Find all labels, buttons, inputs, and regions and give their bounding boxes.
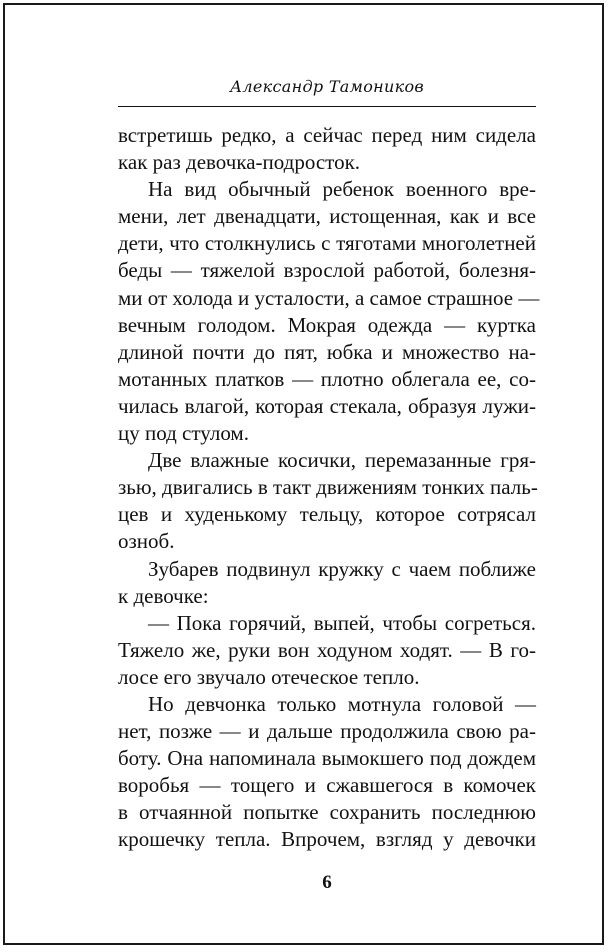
- text-line: Тяжело же, руки вон ходуном ходят. — В го-: [118, 637, 536, 662]
- text-line: чилась влагой, которая стекала, образуя лужи-: [118, 393, 536, 418]
- header-rule: [118, 106, 536, 107]
- text-line: мотанных платков — плотно облегала ее, со-: [118, 366, 536, 391]
- text-line: в отчаянной попытке сохранить последнюю: [118, 800, 536, 825]
- text-line: к девочке:: [118, 583, 209, 608]
- running-head-author: Александр Тамоников: [230, 77, 424, 96]
- page-number: 6: [322, 872, 332, 893]
- text-line: Но девчонка только мотнула головой —: [148, 691, 536, 716]
- text-line: встретишь редко, а сейчас перед ним сидела: [118, 123, 536, 147]
- text-line: цев и худенькому тельцу, которое сотрясал: [118, 502, 536, 527]
- text-line: нет, позже — и дальше продолжила свою ра-: [118, 719, 536, 744]
- text-line: озноб.: [118, 529, 175, 554]
- text-line: дети, что столкнулись с тяготами многолетней: [118, 231, 536, 256]
- text-line: как раз девочка-подросток.: [118, 150, 361, 175]
- text-line: беды — тяжелой взрослой работой, болезня-: [118, 258, 536, 283]
- text-line: лосе его звучало отеческое тепло.: [118, 664, 420, 689]
- text-line: — Пока горячий, выпей, чтобы согреться.: [148, 610, 536, 635]
- text-line: цу под стулом.: [118, 421, 249, 446]
- text-line: воробья — тощего и сжавшегося в комочек: [118, 773, 536, 798]
- text-line: Зубарев подвинул кружку с чаем поближе: [148, 556, 536, 581]
- text-line: зью, двигались в такт движениям тонких паль-: [118, 475, 538, 500]
- body-text: [118, 122, 540, 854]
- text-line: На вид обычный ребенок военного вре-: [148, 177, 536, 202]
- text-line: боту. Она напоминала вымокшего под дождем: [118, 746, 536, 771]
- text-line: крошечку тепла. Впрочем, взгляд у девочки: [118, 827, 536, 852]
- text-line: мени, лет двенадцати, истощенная, как и все: [118, 204, 536, 229]
- text-line: Две влажные косички, перемазанные гря-: [148, 448, 536, 473]
- text-line: ми от холода и усталости, а самое страшное —: [118, 285, 540, 310]
- text-line: вечным голодом. Мокрая одежда — куртка: [118, 312, 536, 337]
- text-line: длиной почти до пят, юбка и множество на-: [118, 339, 536, 364]
